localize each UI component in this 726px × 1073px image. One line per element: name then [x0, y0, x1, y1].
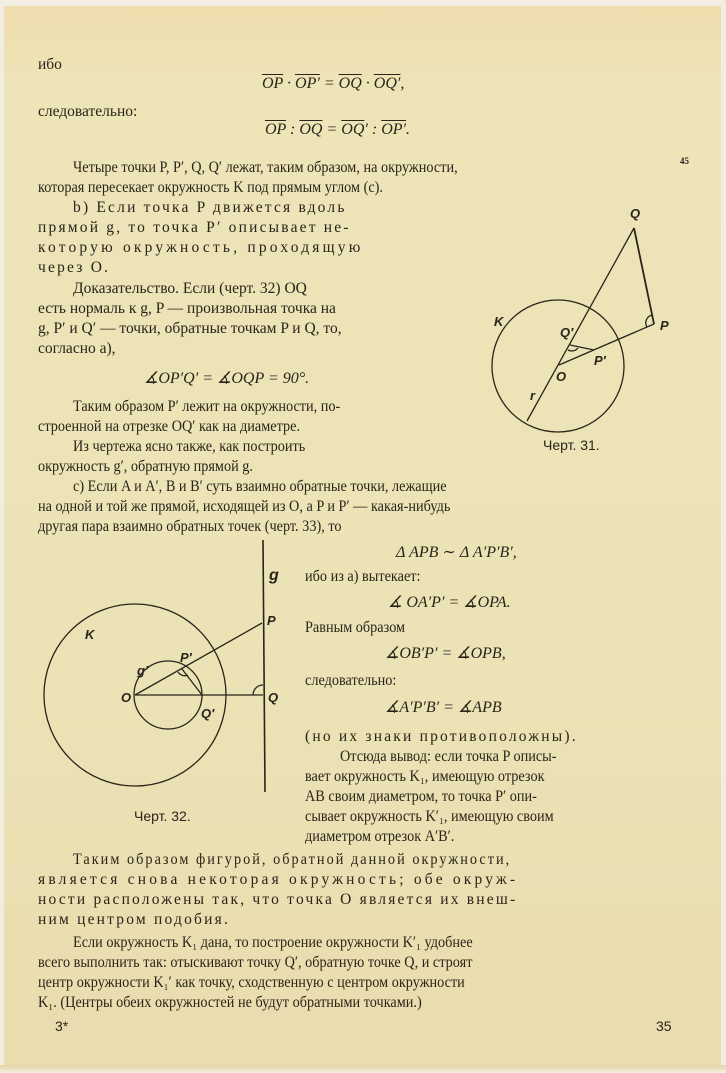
label-q: Q: [630, 206, 641, 221]
label-p-prime: P′: [180, 650, 192, 665]
section-b-line-1: b) Если точка P движется вдоль: [73, 199, 347, 216]
line-qp: [634, 228, 654, 324]
conclusion-line-2: вает окружность K₁, имеющую отрезок: [305, 768, 545, 785]
proof-line-1: Доказательство. Если (черт. 32) OQ: [73, 280, 307, 297]
figure-31: [470, 160, 726, 460]
figure-paragraph-line-3: ности расположены так, что точка O является их внеш-: [38, 891, 518, 908]
label-o: O: [121, 690, 132, 705]
label-r: r: [530, 388, 536, 403]
signature-mark: 3*: [55, 1018, 69, 1034]
proof-line-2: есть нормаль к g, P — произвольная точка на: [38, 300, 336, 317]
label-q-prime: Q′: [201, 706, 215, 721]
label-q: Q: [268, 690, 279, 705]
conclusion-line-1: Отсюда вывод: если точка P описы-: [340, 748, 557, 765]
section-c-line-3: другая пара взаимно обратных точек (черт. 33), то: [38, 518, 342, 535]
proof-line-3: g, P′ и Q′ — точки, обратные точкам P и Q, то,: [38, 320, 342, 337]
conclusion-line-3: AB своим диаметром, то точка P′ опи-: [305, 788, 537, 805]
page-number: 35: [656, 1018, 672, 1034]
page-edge-top: [0, 0, 726, 6]
paragraph-1-line-2: которая пересекает окружность K под прямым углом (c).: [38, 179, 383, 196]
equation-5: ∡ OA′P′ = ∡OPA.: [388, 594, 511, 611]
from-drawing-line-2: окружность g′, обратную прямой g.: [38, 458, 253, 475]
thus-line-2: строенной на отрезке OQ′ как на диаметре.: [38, 418, 301, 435]
equation-4: Δ APB ∼ Δ A′P′B′,: [396, 544, 517, 561]
section-c-line-2: на одной и той же прямой, исходящей из O, а P и P′ — какая-нибудь: [38, 498, 451, 515]
conclusion-line-4: сывает окружность K′₁, имеющую своим: [305, 808, 554, 825]
last-paragraph-line-1: Если окружность K₁ дана, то построение окружности K′₁ удобнее: [73, 934, 473, 951]
section-b-line-2: прямой g, то точка P′ описывает не-: [38, 219, 351, 236]
figure-32-caption: Черт. 32.: [134, 808, 191, 824]
label-g: g: [269, 567, 279, 584]
figure-31-caption: Черт. 31.: [543, 437, 600, 453]
right-angle-p-prime: [568, 348, 578, 351]
label-g-prime: g′: [137, 663, 149, 678]
line-op: [559, 324, 654, 365]
proof-line-4: согласно a),: [38, 340, 116, 357]
figure-paragraph-line-4: ним центром подобия.: [38, 911, 231, 928]
figure-paragraph-line-2: является снова некоторая окружность; обе окруж-: [38, 871, 519, 888]
page-edge-bottom: [0, 1065, 726, 1073]
section-b-line-4: через O.: [38, 259, 111, 276]
text-signs-opposite: (но их знаки противоположны).: [305, 728, 578, 745]
text-sledovatelno-2: следовательно:: [305, 672, 397, 689]
paragraph-1-line-1: Четыре точки P, P′, Q, Q′ лежат, таким образом, на окружности,: [73, 159, 458, 176]
last-paragraph-line-2: всего выполнить так: отыскивают точку Q′, обратную точке Q, и строят: [38, 954, 473, 971]
from-drawing-line-1: Из чертежа ясно также, как построить: [73, 438, 306, 455]
label-p-prime: P′: [594, 353, 606, 368]
page-edge-left: [0, 0, 4, 1073]
figure-32: [0, 540, 300, 840]
text-sledovatelno-1: следовательно:: [38, 103, 138, 120]
text-ibo: ибо: [38, 56, 62, 73]
equation-7: ∡A′P′B′ = ∡APB: [385, 699, 502, 716]
margin-mark: 45: [680, 156, 689, 166]
label-o: O: [556, 369, 567, 384]
label-k: K: [494, 314, 504, 329]
line-g: [263, 540, 265, 792]
right-angle-q: [253, 685, 263, 695]
figure-paragraph-line-1: Таким образом фигурой, обратной данной окружности,: [73, 851, 512, 868]
text-ravnym-obrazom: Равным образом: [305, 619, 406, 636]
equation-3: ∡OP′Q′ = ∡OQP = 90°.: [144, 370, 310, 387]
equation-1: $\overline{OP} \cdot OP' = \overline{OQ} \cdot OQ'$,: [262, 75, 405, 92]
equation-2: $\overline{OP}$ : $\overline{OQ} = \overline{OQ}'$ : OP′.: [265, 121, 411, 138]
thus-line-1: Таким образом P′ лежит на окружности, по-: [73, 398, 341, 415]
section-b-line-3: которую окружность, проходящую: [38, 239, 364, 256]
line-qp-prime: [570, 345, 594, 350]
label-k: K: [85, 627, 95, 642]
text-ibo-iz: ибо из a) вытекает:: [305, 568, 421, 585]
line-op: [135, 623, 262, 695]
section-c-line-1: c) Если A и A′, B и B′ суть взаимно обратные точки, лежащие: [73, 478, 447, 495]
last-paragraph-line-3: центр окружности K₁′ как точку, сходственную с центром окружности: [38, 974, 465, 991]
label-p: P: [660, 318, 669, 333]
last-paragraph-line-4: K₁. (Центры обеих окружностей не будут обратными точками.): [38, 994, 422, 1011]
label-p: P: [267, 613, 276, 628]
label-q-prime: Q′: [560, 325, 574, 340]
equation-6: ∡OB′P′ = ∡OPB,: [385, 645, 506, 662]
conclusion-line-5: диаметром отрезок A′B′.: [305, 828, 455, 845]
